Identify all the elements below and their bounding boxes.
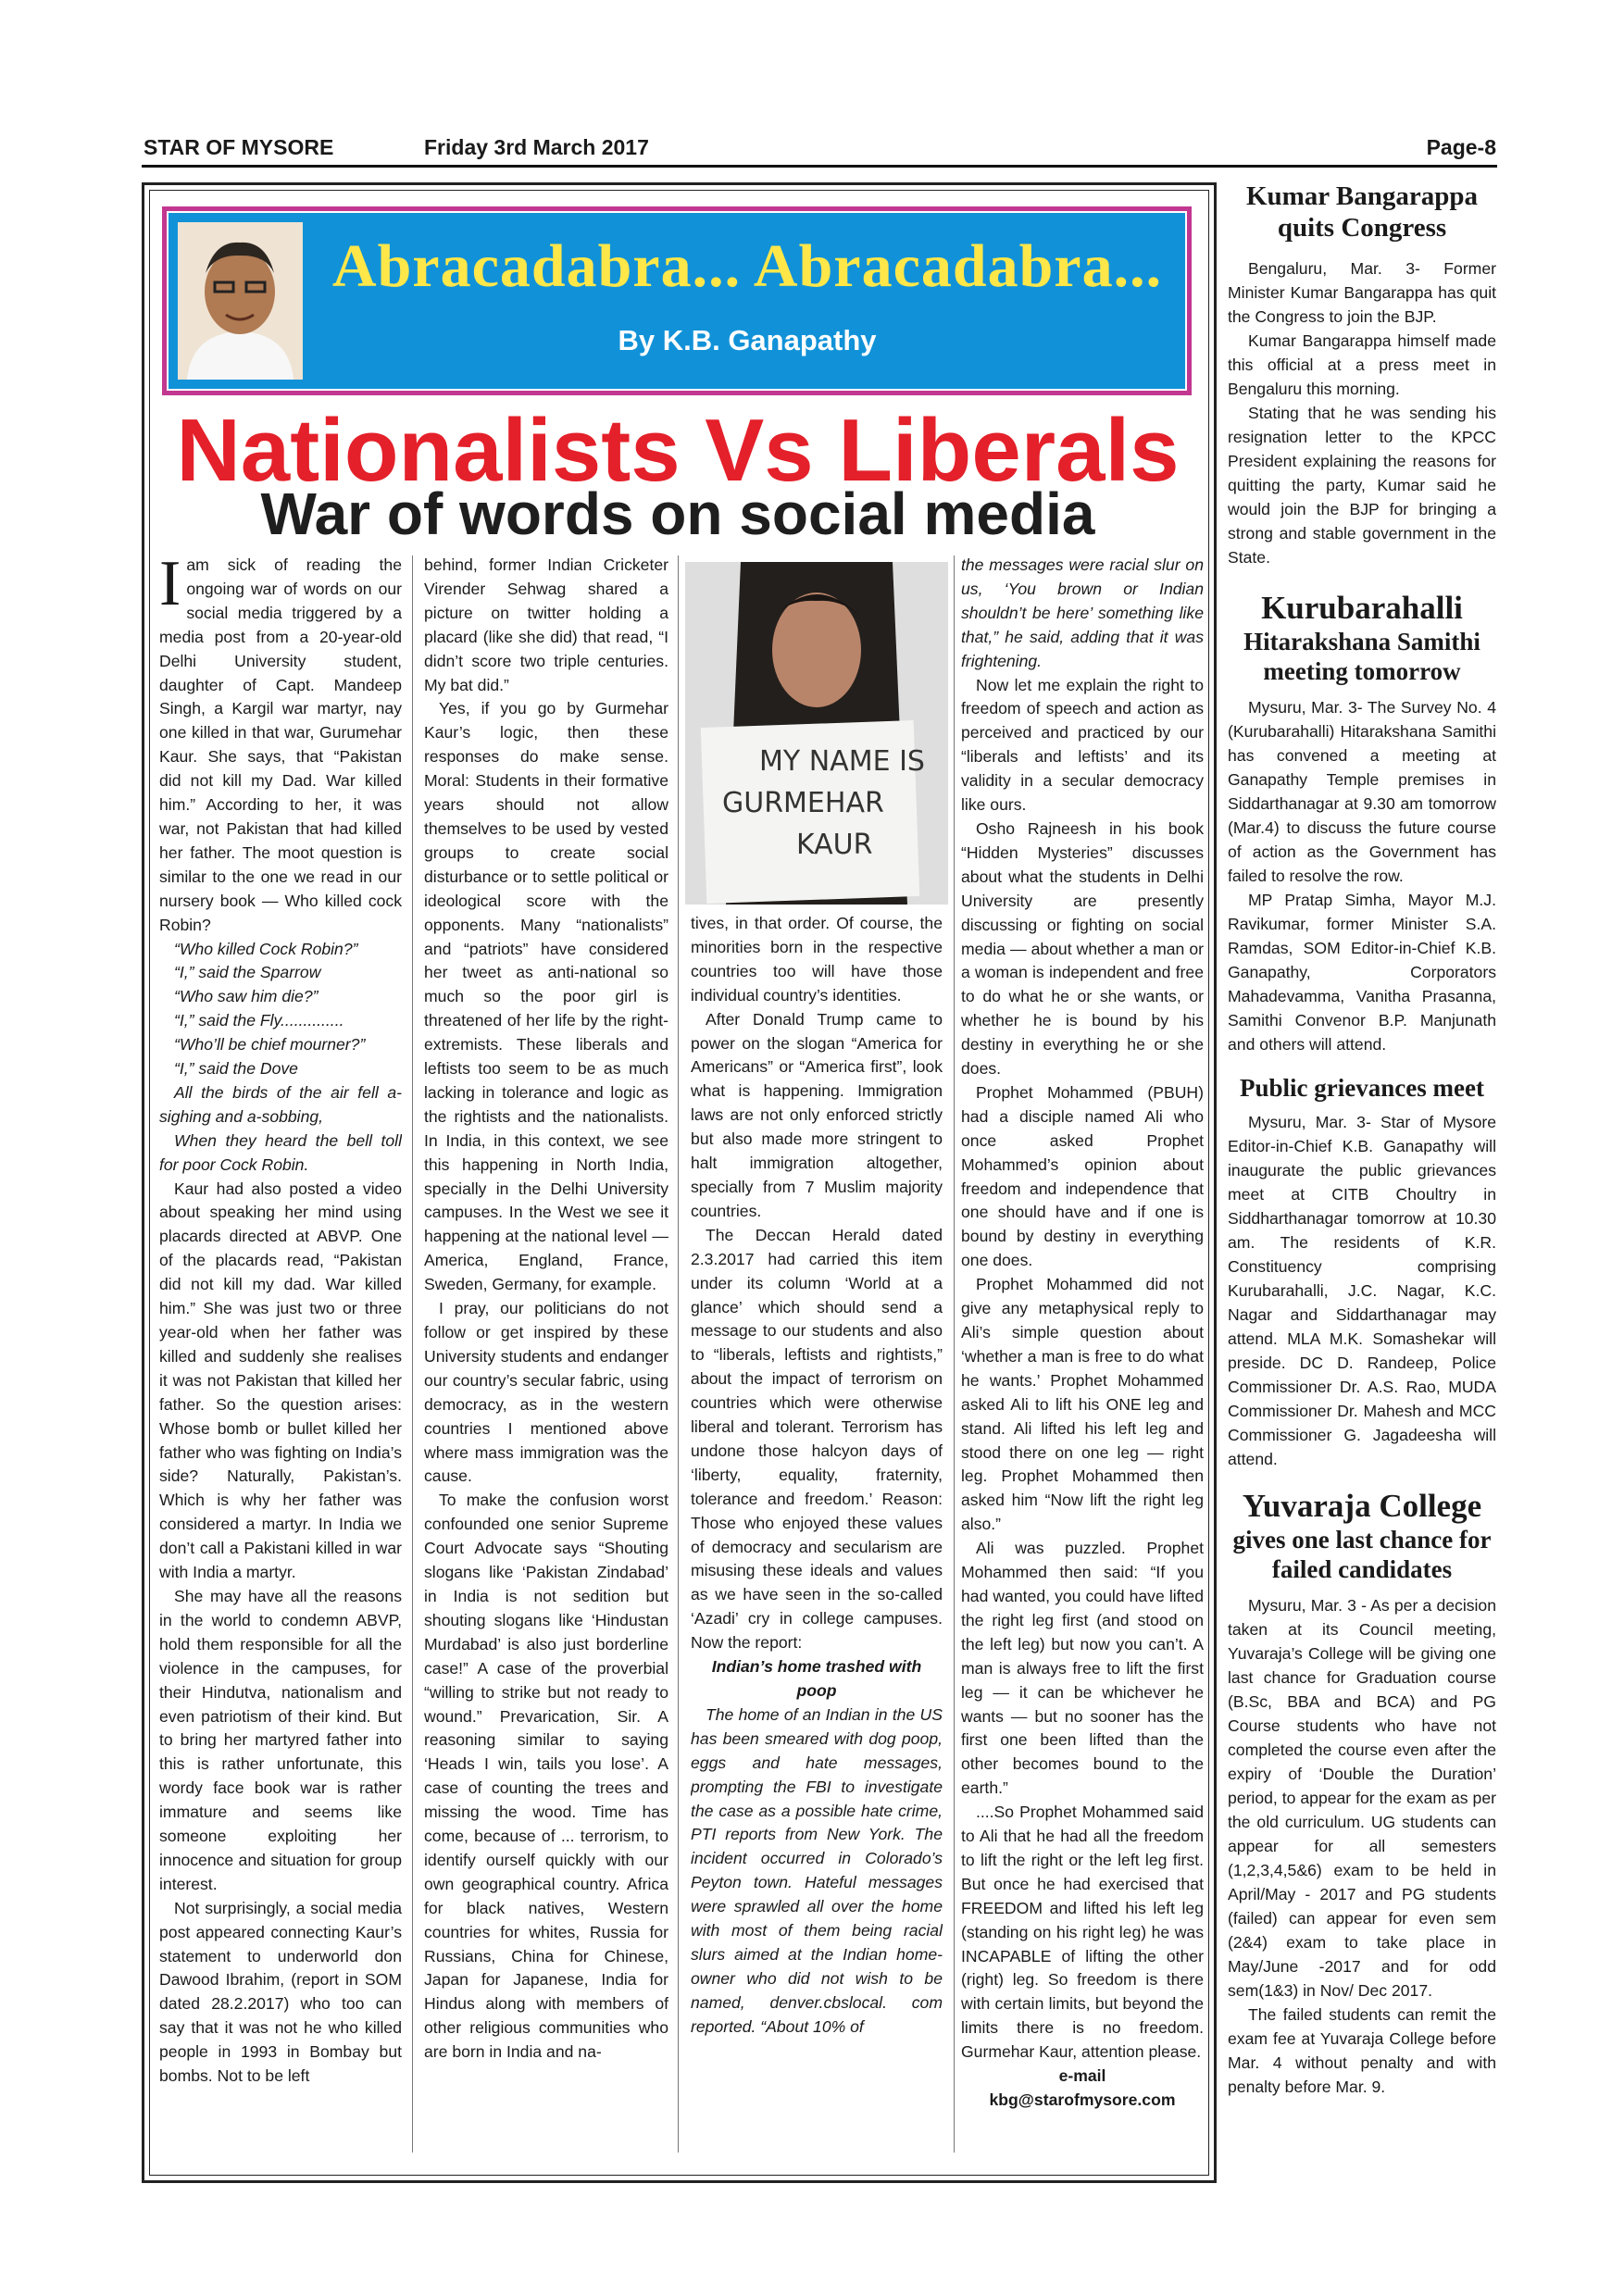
poem-line: “I,” said the Dove bbox=[174, 1059, 298, 1079]
brief-paragraph: MP Pratap Simha, Mayor M.J. Ravikumar, former Minister S.A. Ramdas, SOM Editor-in-Chief K.B. Ganapathy, Corporators Mahadevamma, Vanitha Prasanna, Samithi Convenor B.P. Manjunath and others will attend. bbox=[1228, 891, 1496, 1054]
drop-cap: I bbox=[159, 554, 181, 619]
page-number: Page-8 bbox=[1426, 135, 1496, 159]
brief-paragraph: Mysuru, Mar. 3- The Survey No. 4 (Kurubarahalli) Hitarakshana Samithi has convened a meeting at Ganapathy Temple premises in Siddarthanagar at 9.30 am tomorrow (Mar.4) to discuss the future course of action as the Government has failed to resolve the row. bbox=[1228, 698, 1496, 885]
article-paragraph: Prophet Mohammed (PBUH) had a disciple named Ali who once asked Prophet Mohammed’s opinion about freedom and independence that one should have and if one is bound by destiny in everything one does. bbox=[961, 1082, 1204, 1270]
article-paragraph: ....So Prophet Mohammed said to Ali that he had all the freedom to lift the right or the left leg first. But once he had exercised that FREEDOM and lifted his left leg (standing on his right leg) he was INCAPABLE of lifting the other (right) leg. So freedom is there with certain limits, but beyond the limits there is no freedom. Gurmehar Kaur, attention please. bbox=[961, 1803, 1204, 2062]
gurmehar-photo bbox=[685, 562, 948, 905]
poem-line: All the birds of the air fell a-sighing and a-sobbing, bbox=[159, 1082, 402, 1126]
brief-headline: Yuvaraja College bbox=[1242, 1488, 1482, 1524]
issue-date: Friday 3rd March 2017 bbox=[424, 135, 649, 159]
brief-headline: Kumar Bangarappa quits Congress bbox=[1245, 181, 1479, 243]
article-paragraph: After Donald Trump came to power on the slogan “America for Americans” or “America first”, look what is happening. Immigration laws are not only enforced strictly but also made more stringent to halt immigration altogether, specially from 7 Muslim majority countries. bbox=[691, 1009, 943, 1220]
poem-line: “Who’ll be chief mourner?” bbox=[174, 1035, 366, 1054]
brief-paragraph: The failed students can remit the exam fee at Yuvaraja College before Mar. 4 without penalty and with penalty before Mar. 9. bbox=[1228, 2005, 1496, 2096]
article-headline: Nationalists Vs Liberals bbox=[176, 401, 1180, 500]
poem-line: When they heard the bell toll for poor Cock Robin. bbox=[159, 1130, 402, 1174]
article-column-2 bbox=[424, 554, 668, 2155]
article-paragraph: Yes, if you go by Gurmehar Kaur’s logic, then these responses do make sense. Moral: Students in their formative years should not allow themselves to be used by vested groups to create social disturbance or to settle political or ideological score with the opponents. Many “nationalists” and “patriots” have considered her tweet as anti-national so much so the poor girl is threatened of her life by the right-extremists. These liberals and leftists too seem to be as much lacking in tolerance and logic as the rightists and the nationalists. In India, in this context, we see this happening in North India, specially in the Delhi University campuses. In the West we see it happening at the national level — America, England, France, Sweden, Germany, for example. bbox=[424, 699, 668, 1294]
article-paragraph: Osho Rajneesh in his book “Hidden Mysteries” discusses about what the students in Delhi University are presently discussing or fighting on social media — about whether a man or a woman is independent and free to do what he or she wants, or whether he is bound by his destiny in everything he or she does. bbox=[961, 818, 1204, 1079]
author-email[interactable]: kbg@starofmysore.com bbox=[989, 2090, 1176, 2109]
email-label: e-mail bbox=[1058, 2066, 1106, 2086]
article-column-4 bbox=[961, 554, 1204, 2155]
article-paragraph: Ali was puzzled. Prophet Mohammed then said: “If you had wanted, you could have lifted the right leg first (and stood on the left leg) but now you can’t. A man is always free to lift the first leg — it can be whichever he wants — but no sooner has the first one been lifted than the other becomes bound to the earth.” bbox=[961, 1539, 1204, 1798]
column-banner bbox=[169, 213, 1185, 389]
article-paragraph: Prophet Mohammed did not give any metaphysical reply to Ali’s simple question about ‘whether a man is free to do what he wants.’ Prophet Mohammed asked Ali to lift his ONE leg and stand. Ali lifted his left leg and stood there on one leg — right leg. Prophet Mohammed then asked him “Now lift the right leg also.” bbox=[961, 1275, 1204, 1534]
article-paragraph: tives, in that order. Of course, the minorities born in the respective countries too will have those individual country’s identities. bbox=[691, 914, 943, 1004]
news-briefs-column bbox=[1228, 181, 1496, 2099]
article-paragraph: behind, former Indian Cricketer Virender Sehwag shared a picture on twitter holding a placard (like she did) that read, “I didn’t score two triple centuries. My bat did.” bbox=[424, 555, 668, 694]
brief-paragraph: Mysuru, Mar. 3 - As per a decision taken at its Council meeting, Yuvaraja’s College will be giving one last chance for Graduation course (B.Sc, BBA and BCA) and PG Course students who have not completed the course even after the expiry of ‘Double the Duration’ period, to appear for the exam as per the old curriculum. UG students can appear for all semesters (1,2,3,4,5&6) exam to be held in April/May - 2017 and PG students (failed) can appear for even sem (2&4) exam to take place in May/June -2017 and for odd sem(1&3) in Nov/ Dec 2017. bbox=[1228, 1596, 1496, 2000]
column-divider bbox=[412, 555, 413, 2152]
author-photo bbox=[178, 222, 303, 380]
header-rule bbox=[142, 165, 1497, 168]
newspaper-name: STAR OF MYSORE bbox=[144, 135, 334, 159]
brief-paragraph: Stating that he was sending his resignation letter to the KPCC President explaining the reasons for quitting the party, Kumar said he would join the BJP for bringing a strong and stable government in the State. bbox=[1228, 404, 1496, 567]
brief-paragraph: Bengaluru, Mar. 3- Former Minister Kumar Bangarappa has quit the Congress to join the BJP. bbox=[1228, 259, 1496, 326]
brief-paragraph: Mysuru, Mar. 3- Star of Mysore Editor-in-Chief K.B. Ganapathy will inaugurate the public grievances meet at CITB Choultry in Siddharthanagar tomorrow at 10.30 am. The residents of K.R. Constituency comprising Kurubarahalli, J.C. Nagar, K.C. Nagar and Siddarthanagar may attend. MLA M.K. Somashekar will preside. DC D. Randeep, Police Commissioner Dr. A.S. Rao, MUDA Commissioner Dr. Mahesh and MCC Commissioner G. Jagadeesha will attend. bbox=[1228, 1113, 1496, 1468]
article-paragraph: Kaur had also posted a video about speaking her mind using placards directed at ABVP. One of the placards read, “Pakistan did not kill my dad. War killed him.” She was just two or three year-old when her father was killed and suddenly she realises it was not Pakistan that killed her father. So the question arises: Whose bomb or bullet killed her father who was fighting on India’s side? Naturally, Pakistan’s. Which is why her father was considered a martyr. In India we don’t call a Pakistani killed in war with India a martyr. bbox=[159, 1179, 402, 1582]
article-paragraph: I pray, our politicians do not follow or get inspired by these University students and endanger our country’s secular fabric, using democracy, as in the western countries I mentioned above where mass immigration was the cause. bbox=[424, 1299, 668, 1486]
brief-headline: Kurubarahalli bbox=[1261, 590, 1463, 626]
report-text: The home of an Indian in the US has been smeared with dog poop, eggs and hate messages, prompting the FBI to investigate the case as a possible hate crime, PTI reports from New York. The incident occurred in Colorado’s Peyton town. Hateful messages were sprawled all over the home with most of them being racial slurs aimed at the Indian home-owner who did not wish to be named, denver.cbslocal. com reported. “About 10% of bbox=[691, 1704, 943, 2036]
poem-line: “Who killed Cock Robin?” bbox=[174, 939, 358, 958]
column-divider bbox=[954, 555, 955, 2152]
article-paragraph: She may have all the reasons in the world to condemn ABVP, hold them responsible for all the violence in the campuses, for their Hindutva, nationalism and even patriotism of their kind. But to bring her martyred father into this is rather unfortunate, this wordy face book war is rather immature and seems like someone exploiting her innocence and situation for group interest. bbox=[159, 1586, 402, 1893]
column-divider bbox=[678, 555, 679, 2152]
article-paragraph: To make the confusion worst confounded one senior Supreme Court Advocate says “Shouting slogans like ‘Pakistan Zindabad’ in India is not sedition but shouting slogans like ‘Hindustan Murdabad’ is also just borderline case!” A case of the proverbial “willing to strike but not ready to wound.” Prevarication, Sir. A reasoning similar to saying ‘Heads I win, tails you lose’. A case of counting the trees and missing the wood. Time has come, because of ... terrorism, to identify ourself quickly with our own geographical country. Africa for black natives, Western countries for whites, Russia for Russians, China for Chinese, Japan for Japanese, India for Hindus along with members of other religious communities who are born in India and na- bbox=[424, 1491, 668, 2062]
brief-subheadline: gives one last chance for failed candidates bbox=[1232, 1526, 1492, 1583]
article-column-1 bbox=[159, 554, 402, 2155]
banner-title: Abracadabra... Abracadabra... bbox=[331, 232, 1163, 300]
brief-paragraph: Kumar Bangarappa himself made this official at a press meet in Bengaluru this morning. bbox=[1228, 331, 1496, 398]
poem-line: “Who saw him die?” bbox=[174, 987, 319, 1006]
poem-line: “I,” said the Sparrow bbox=[174, 963, 321, 982]
article-subheadline: War of words on social media bbox=[260, 480, 1095, 547]
banner-byline: By K.B. Ganapathy bbox=[618, 324, 877, 356]
placard-line-1: MY NAME IS bbox=[759, 745, 925, 778]
placard-line-2: GURMEHAR bbox=[722, 787, 884, 819]
article-paragraph: Not surprisingly, a social media post appeared connecting Kaur’s statement to underworld don Dawood Ibrahim, (report in SOM dated 28.2.2017) who too can say that it was not he who killed people in 1993 in Bombay but bombs. Not to be left bbox=[159, 1898, 402, 2086]
article-paragraph: the messages were racial slur on us, ‘You brown or Indian shouldn’t be here’ something like that,” he said, adding that it was frightening. bbox=[961, 555, 1204, 670]
article-paragraph: Now let me explain the right to freedom of speech and action as perceived and practiced by our “liberals and leftists’ and its validity in a secular democracy like ours. bbox=[961, 675, 1204, 815]
article-column-3 bbox=[691, 912, 943, 2157]
placard-line-3: KAUR bbox=[796, 829, 873, 861]
brief-headline: Public grievances meet bbox=[1240, 1074, 1484, 1102]
report-title: Indian’s home trashed with poop bbox=[711, 1657, 922, 1700]
poem-line: “I,” said the Fly.............. bbox=[174, 1011, 344, 1030]
article-paragraph: am sick of reading the ongoing war of words on our social media triggered by a media post from a 20-year-old Delhi University student, daughter of Capt. Mandeep Singh, a Kargil war martyr, nay one killed in that war, Gurumehar Kaur. She says, that “Pakistan did not kill my Dad. War killed him.” According to her, it was war, not Pakistan that had killed her father. The moot question is similar to the one we read in our nursery book — Who killed cock Robin? bbox=[159, 555, 402, 934]
brief-subheadline: Hitarakshana Samithi meeting tomorrow bbox=[1243, 628, 1480, 685]
article-paragraph: The Deccan Herald dated 2.3.2017 had carried this item under its column ‘World at a glance’ which should send a message to our students and also to “liberals, leftists and rightists,” about the impact of terrorism on countries which were otherwise liberal and tolerant. Terrorism has undone those halcyon days of ‘liberty, equality, fraternity, tolerance and freedom.’ Reason: Those who enjoyed these values of democracy and secularism are misusing these ideals and values as we have seen in the so-called ‘Azadi’ cry in college campuses. Now the report: bbox=[691, 1225, 943, 1653]
